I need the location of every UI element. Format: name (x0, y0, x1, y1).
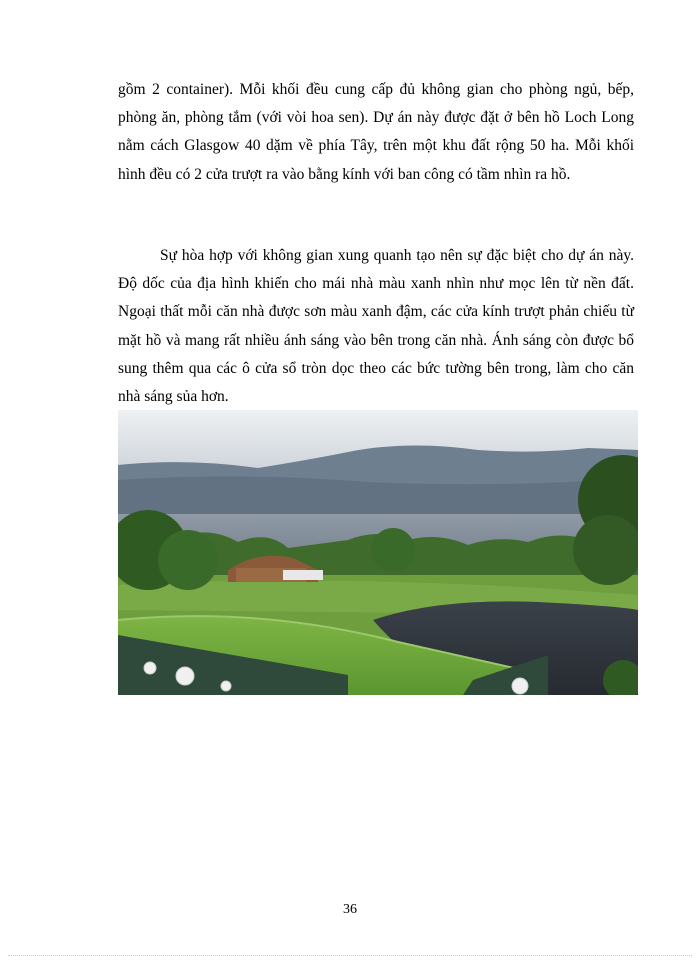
body-paragraph-1: gồm 2 container). Mỗi khối đều cung cấp đủ không gian cho phòng ngủ, bếp, phòng ăn, phòng tắm (với vòi hoa sen). Dự án này được đặt ở bên hồ Loch Long nằm cách Glasgow 40 dặm về phía Tây, trên một khu đất rộng 50 ha. Mỗi khối hình đều có 2 cửa trượt ra vào bằng kính với ban công có tầm nhìn ra hồ. (118, 81, 634, 183)
lakeside-green-roof-photo (118, 410, 638, 695)
page-number: 36 (343, 902, 357, 917)
page-bottom-divider (8, 955, 692, 956)
body-paragraph-2: Sự hòa hợp với không gian xung quanh tạo nên sự đặc biệt cho dự án này. Độ dốc của địa hình khiến cho mái nhà màu xanh nhìn như mọc lên từ nền đất. Ngoại thất mỗi căn nhà được sơn màu xanh đậm, các cửa kính trượt phản chiếu từ mặt hồ và mang rất nhiều ánh sáng vào bên trong căn nhà. Ánh sáng còn được bổ sung thêm qua các ô cửa sổ tròn dọc theo các bức tường bên trong, làm cho căn nhà sáng sủa hơn. (118, 247, 634, 406)
